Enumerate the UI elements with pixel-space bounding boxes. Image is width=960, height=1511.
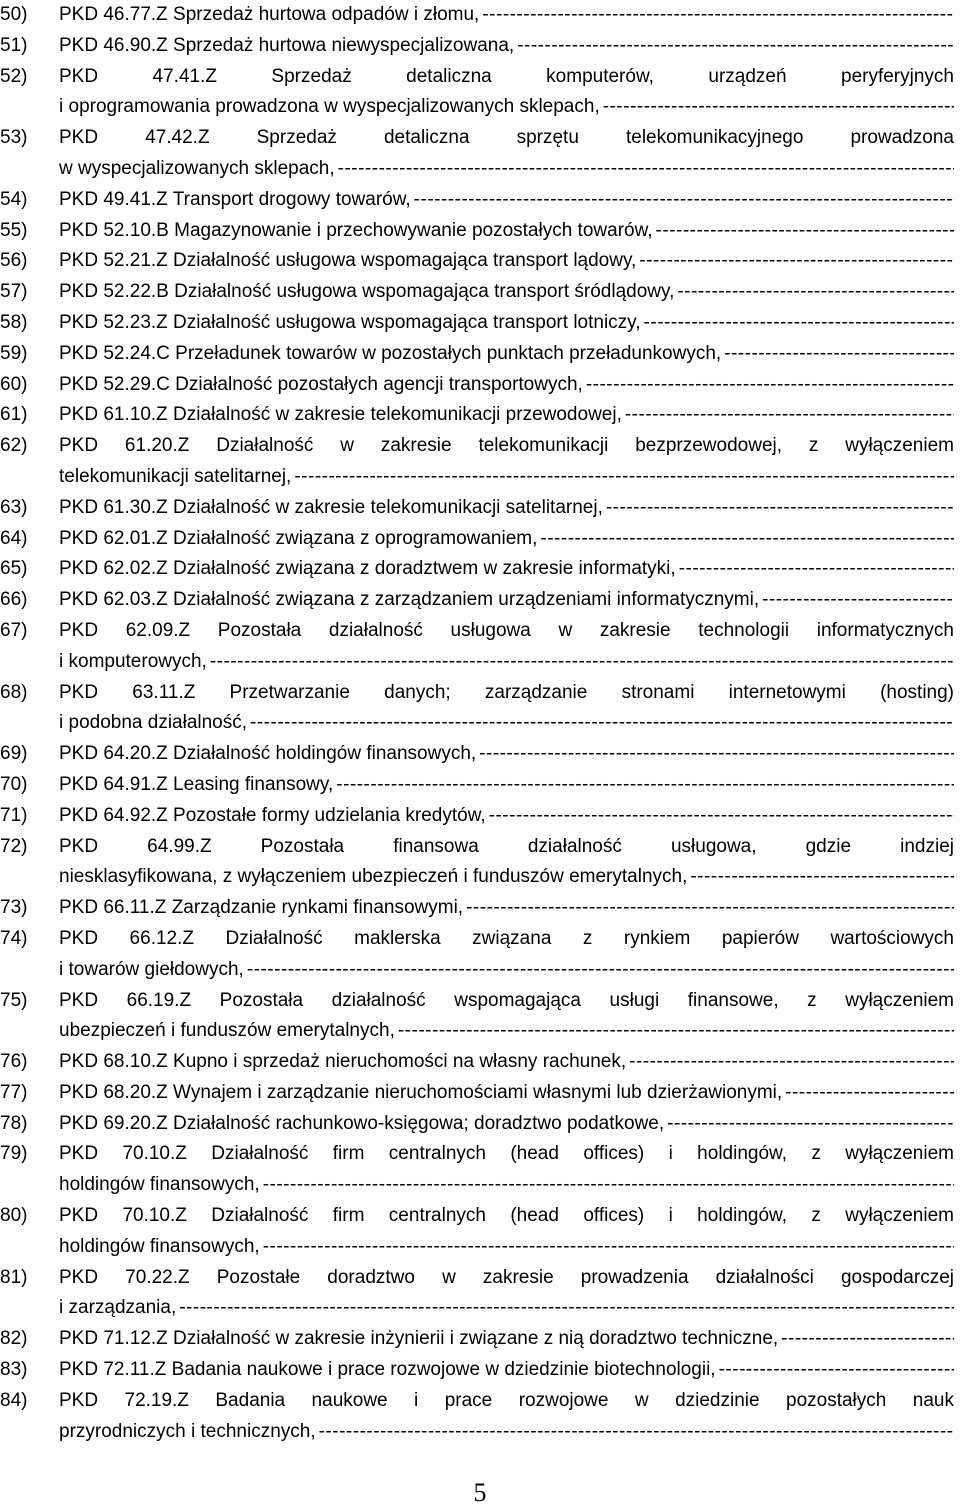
line-text: PKD 61.10.Z Działalność w zakresie telekomunikacji przewodowej, bbox=[59, 404, 622, 426]
line-text: PKD 68.10.Z Kupno i sprzedaż nieruchomości na własny rachunek, bbox=[59, 1051, 627, 1073]
dash-leader bbox=[398, 1016, 954, 1047]
list-item-text bbox=[59, 832, 954, 894]
line-text: PKD 66.11.Z Zarządzanie rynkami finansowymi, bbox=[59, 897, 464, 919]
list-item-text bbox=[59, 524, 954, 555]
dash-leader bbox=[656, 216, 954, 247]
line-text: PKD 52.21.Z Działalność usługowa wspomagająca transport lądowy, bbox=[59, 250, 637, 272]
line-text: PKD 46.90.Z Sprzedaż hurtowa niewyspecjalizowana, bbox=[59, 34, 515, 56]
text-line bbox=[59, 647, 954, 678]
dash-leader bbox=[667, 1109, 954, 1140]
list-item-number: 71) bbox=[0, 804, 28, 826]
dash-leader bbox=[250, 708, 954, 739]
text-line bbox=[59, 216, 954, 247]
dash-leader bbox=[639, 246, 954, 277]
dash-leader bbox=[210, 647, 954, 678]
text-line bbox=[59, 708, 954, 739]
dash-leader bbox=[179, 1293, 954, 1324]
dash-leader bbox=[603, 92, 954, 123]
list-item-number: 75) bbox=[0, 989, 28, 1011]
line-text: PKD 52.22.B Działalność usługowa wspomagająca transport śródlądowy, bbox=[59, 281, 675, 303]
text-line bbox=[59, 554, 954, 585]
dash-leader bbox=[517, 31, 954, 62]
text-line bbox=[59, 1078, 954, 1109]
list-item bbox=[0, 62, 954, 124]
list-item bbox=[0, 370, 954, 401]
text-line bbox=[59, 616, 954, 647]
text-line bbox=[59, 1324, 954, 1355]
dash-leader bbox=[719, 1355, 954, 1386]
list-item-number: 50) bbox=[0, 4, 28, 25]
list-item-number: 56) bbox=[0, 250, 28, 272]
text-line bbox=[59, 739, 954, 770]
text-line bbox=[59, 431, 954, 462]
list-item-text bbox=[59, 431, 954, 493]
dash-leader bbox=[679, 554, 954, 585]
list-item-text bbox=[59, 185, 954, 216]
text-line bbox=[59, 493, 954, 524]
line-text: PKD 46.77.Z Sprzedaż hurtowa odpadów i złomu, bbox=[59, 4, 480, 25]
list-item-text bbox=[59, 1324, 954, 1355]
list-item bbox=[0, 893, 954, 924]
list-item-text bbox=[59, 0, 954, 31]
list-item-text bbox=[59, 678, 954, 740]
list-item-number: 55) bbox=[0, 219, 28, 241]
dash-leader bbox=[482, 0, 954, 31]
list-item bbox=[0, 216, 954, 247]
text-line bbox=[59, 31, 954, 62]
list-item-text bbox=[59, 62, 954, 124]
list-item-text bbox=[59, 1078, 954, 1109]
list-item-number: 78) bbox=[0, 1112, 28, 1134]
list-item-text bbox=[59, 1386, 954, 1448]
list-item-number: 53) bbox=[0, 127, 28, 149]
line-text: i komputerowych, bbox=[59, 650, 207, 672]
line-text: i oprogramowania prowadzona w wyspecjalizowanych sklepach, bbox=[59, 96, 600, 118]
list-item-text bbox=[59, 493, 954, 524]
line-text: PKD 66.12.Z Działalność maklerska związana z rynkiem papierów wartościowych bbox=[59, 927, 954, 949]
dash-leader bbox=[690, 862, 954, 893]
list-item bbox=[0, 246, 954, 277]
line-text: PKD 66.19.Z Pozostała działalność wspomagająca usługi finansowe, z wyłączeniem bbox=[59, 989, 954, 1011]
dash-leader bbox=[540, 524, 954, 555]
list-item bbox=[0, 1386, 954, 1448]
line-text: PKD 63.11.Z Przetwarzanie danych; zarządzanie stronami internetowymi (hosting) bbox=[59, 681, 954, 703]
list-item-number: 83) bbox=[0, 1359, 28, 1381]
text-line bbox=[59, 123, 954, 154]
list-item bbox=[0, 524, 954, 555]
list-item bbox=[0, 185, 954, 216]
line-text: PKD 62.01.Z Działalność związana z oprogramowaniem, bbox=[59, 527, 538, 549]
list-item bbox=[0, 339, 954, 370]
line-text: telekomunikacji satelitarnej, bbox=[59, 465, 292, 487]
text-line bbox=[59, 1139, 954, 1170]
line-text: PKD 52.23.Z Działalność usługowa wspomagająca transport lotniczy, bbox=[59, 311, 641, 333]
line-text: PKD 72.19.Z Badania naukowe i prace rozwojowe w dziedzinie pozostałych nauk bbox=[59, 1389, 954, 1411]
list-item-number: 58) bbox=[0, 311, 28, 333]
line-text: PKD 52.10.B Magazynowanie i przechowywanie pozostałych towarów, bbox=[59, 219, 653, 241]
list-item-number: 69) bbox=[0, 743, 28, 765]
dash-leader bbox=[263, 1232, 954, 1263]
line-text: i zarządzania, bbox=[59, 1297, 177, 1319]
list-item-number: 84) bbox=[0, 1389, 28, 1411]
line-text: PKD 64.92.Z Pozostałe formy udzielania kredytów, bbox=[59, 804, 486, 826]
dash-leader bbox=[625, 400, 954, 431]
list-item-number: 52) bbox=[0, 65, 28, 87]
line-text: PKD 61.30.Z Działalność w zakresie telekomunikacji satelitarnej, bbox=[59, 496, 603, 518]
list-item-number: 59) bbox=[0, 342, 28, 364]
text-line bbox=[59, 924, 954, 955]
list-item-number: 67) bbox=[0, 619, 28, 641]
list-item bbox=[0, 1047, 954, 1078]
list-item-number: 70) bbox=[0, 773, 28, 795]
list-item-number: 79) bbox=[0, 1143, 28, 1165]
text-line bbox=[59, 678, 954, 709]
list-item-number: 80) bbox=[0, 1205, 28, 1227]
list-item-text bbox=[59, 400, 954, 431]
list-item-text bbox=[59, 585, 954, 616]
list-item-number: 62) bbox=[0, 435, 28, 457]
list-item-text bbox=[59, 616, 954, 678]
list-item bbox=[0, 0, 954, 31]
text-line bbox=[59, 1047, 954, 1078]
list-item-text bbox=[59, 1201, 954, 1263]
text-line bbox=[59, 893, 954, 924]
list-item-text bbox=[59, 308, 954, 339]
line-text: PKD 62.03.Z Działalność związana z zarządzaniem urządzeniami informatycznymi, bbox=[59, 589, 760, 611]
text-line bbox=[59, 1293, 954, 1324]
list-item-number: 64) bbox=[0, 527, 28, 549]
text-line bbox=[59, 1109, 954, 1140]
list-item bbox=[0, 616, 954, 678]
text-line bbox=[59, 62, 954, 93]
list-item-text bbox=[59, 123, 954, 185]
list-item-text bbox=[59, 370, 954, 401]
text-line bbox=[59, 154, 954, 185]
list-item bbox=[0, 678, 954, 740]
line-text: PKD 64.91.Z Leasing finansowy, bbox=[59, 773, 334, 795]
dash-leader bbox=[414, 185, 954, 216]
line-text: PKD 70.22.Z Pozostałe doradztwo w zakresie prowadzenia działalności gospodarczej bbox=[59, 1266, 954, 1288]
text-line bbox=[59, 1263, 954, 1294]
list-item-text bbox=[59, 216, 954, 247]
text-line bbox=[59, 308, 954, 339]
list-item-number: 73) bbox=[0, 897, 28, 919]
list-item-number: 72) bbox=[0, 835, 28, 857]
text-line bbox=[59, 862, 954, 893]
text-line bbox=[59, 1417, 954, 1448]
list-item bbox=[0, 277, 954, 308]
line-text: PKD 64.99.Z Pozostała finansowa działalność usługowa, gdzie indziej bbox=[59, 835, 954, 857]
list-item-number: 51) bbox=[0, 34, 28, 56]
list-item-text bbox=[59, 770, 954, 801]
list-item bbox=[0, 123, 954, 185]
list-item bbox=[0, 1355, 954, 1386]
list-item-text bbox=[59, 801, 954, 832]
list-item bbox=[0, 493, 954, 524]
list-item bbox=[0, 1201, 954, 1263]
line-text: w wyspecjalizowanych sklepach, bbox=[59, 157, 335, 179]
list-item-text bbox=[59, 1355, 954, 1386]
text-line bbox=[59, 986, 954, 1017]
list-item-number: 61) bbox=[0, 404, 28, 426]
line-text: i towarów giełdowych, bbox=[59, 958, 244, 980]
dash-leader bbox=[479, 739, 954, 770]
list-item-text bbox=[59, 339, 954, 370]
line-text: PKD 62.02.Z Działalność związana z doradztwem w zakresie informatyki, bbox=[59, 558, 676, 580]
list-item bbox=[0, 1139, 954, 1201]
list-item-number: 77) bbox=[0, 1081, 28, 1103]
text-line bbox=[59, 1386, 954, 1417]
list-item-number: 60) bbox=[0, 373, 28, 395]
line-text: ubezpieczeń i funduszów emerytalnych, bbox=[59, 1020, 395, 1042]
line-text: PKD 64.20.Z Działalność holdingów finansowych, bbox=[59, 743, 477, 765]
dash-leader bbox=[781, 1324, 954, 1355]
list-item-number: 74) bbox=[0, 927, 28, 949]
list-item bbox=[0, 31, 954, 62]
dash-leader bbox=[677, 277, 954, 308]
list-item bbox=[0, 1078, 954, 1109]
text-line bbox=[59, 277, 954, 308]
text-line bbox=[59, 1201, 954, 1232]
list-item bbox=[0, 832, 954, 894]
dash-leader bbox=[724, 339, 954, 370]
list-item-number: 66) bbox=[0, 589, 28, 611]
list-item-text bbox=[59, 1047, 954, 1078]
list-item-text bbox=[59, 277, 954, 308]
dash-leader bbox=[606, 493, 954, 524]
line-text: PKD 61.20.Z Działalność w zakresie telekomunikacji bezprzewodowej, z wyłączeniem bbox=[59, 435, 954, 457]
dash-leader bbox=[336, 770, 954, 801]
text-line bbox=[59, 400, 954, 431]
line-text: niesklasyfikowana, z wyłączeniem ubezpieczeń i funduszów emerytalnych, bbox=[59, 866, 688, 888]
dash-leader bbox=[466, 893, 954, 924]
list-item bbox=[0, 986, 954, 1048]
dash-leader bbox=[489, 801, 954, 832]
dash-leader bbox=[247, 955, 954, 986]
text-line bbox=[59, 801, 954, 832]
list-item-number: 54) bbox=[0, 188, 28, 210]
text-line bbox=[59, 955, 954, 986]
list-item bbox=[0, 1263, 954, 1325]
dash-leader bbox=[338, 154, 954, 185]
text-line bbox=[59, 585, 954, 616]
list-item-number: 81) bbox=[0, 1266, 28, 1288]
page-number: 5 bbox=[473, 1478, 487, 1507]
dash-leader bbox=[586, 370, 954, 401]
text-line bbox=[59, 246, 954, 277]
list-item-text bbox=[59, 893, 954, 924]
dash-leader bbox=[263, 1170, 954, 1201]
list-item bbox=[0, 770, 954, 801]
list-item bbox=[0, 308, 954, 339]
dash-leader bbox=[644, 308, 954, 339]
text-line bbox=[59, 370, 954, 401]
line-text: PKD 62.09.Z Pozostała działalność usługowa w zakresie technologii informatycznych bbox=[59, 619, 954, 641]
line-text: PKD 52.29.C Działalność pozostałych agencji transportowych, bbox=[59, 373, 583, 395]
line-text: PKD 49.41.Z Transport drogowy towarów, bbox=[59, 188, 411, 210]
dash-leader bbox=[762, 585, 954, 616]
line-text: PKD 69.20.Z Działalność rachunkowo-księgowa; doradztwo podatkowe, bbox=[59, 1112, 665, 1134]
list-item-text bbox=[59, 986, 954, 1048]
text-line bbox=[59, 1170, 954, 1201]
text-line bbox=[59, 0, 954, 31]
text-line bbox=[59, 1355, 954, 1386]
dash-leader bbox=[294, 462, 954, 493]
list-item bbox=[0, 1324, 954, 1355]
dash-leader bbox=[319, 1417, 954, 1448]
list-item-number: 68) bbox=[0, 681, 28, 703]
list-item bbox=[0, 924, 954, 986]
line-text: PKD 72.11.Z Badania naukowe i prace rozwojowe w dziedzinie biotechnologii, bbox=[59, 1359, 716, 1381]
list-item bbox=[0, 801, 954, 832]
line-text: PKD 47.42.Z Sprzedaż detaliczna sprzętu telekomunikacyjnego prowadzona bbox=[59, 127, 954, 149]
list-item bbox=[0, 585, 954, 616]
list-item bbox=[0, 739, 954, 770]
list-item-text bbox=[59, 924, 954, 986]
list-item-text bbox=[59, 554, 954, 585]
list-item-text bbox=[59, 1109, 954, 1140]
line-text: i podobna działalność, bbox=[59, 712, 248, 734]
dash-leader bbox=[629, 1047, 954, 1078]
line-text: PKD 71.12.Z Działalność w zakresie inżynierii i związane z nią doradztwo techniczne, bbox=[59, 1328, 779, 1350]
list-item-text bbox=[59, 1263, 954, 1325]
list-item-text bbox=[59, 739, 954, 770]
list-item bbox=[0, 1109, 954, 1140]
text-line bbox=[59, 92, 954, 123]
dash-leader bbox=[785, 1078, 954, 1109]
text-line bbox=[59, 339, 954, 370]
list-item bbox=[0, 400, 954, 431]
line-text: PKD 52.24.C Przeładunek towarów w pozostałych punktach przeładunkowych, bbox=[59, 342, 722, 364]
list-item bbox=[0, 431, 954, 493]
list-item-text bbox=[59, 246, 954, 277]
list-item-number: 76) bbox=[0, 1051, 28, 1073]
text-line bbox=[59, 185, 954, 216]
list-item-text bbox=[59, 31, 954, 62]
list-item-number: 57) bbox=[0, 281, 28, 303]
list-item bbox=[0, 554, 954, 585]
line-text: PKD 68.20.Z Wynajem i zarządzanie nieruchomościami własnymi lub dzierżawionymi, bbox=[59, 1081, 783, 1103]
text-line bbox=[59, 1232, 954, 1263]
text-line bbox=[59, 832, 954, 863]
line-text: PKD 70.10.Z Działalność firm centralnych (head offices) i holdingów, z wyłączeniem bbox=[59, 1205, 954, 1227]
line-text: PKD 47.41.Z Sprzedaż detaliczna komputerów, urządzeń peryferyjnych bbox=[59, 65, 954, 87]
text-line bbox=[59, 1016, 954, 1047]
line-text: przyrodniczych i technicznych, bbox=[59, 1420, 316, 1442]
line-text: PKD 70.10.Z Działalność firm centralnych (head offices) i holdingów, z wyłączeniem bbox=[59, 1143, 954, 1165]
line-text: holdingów finansowych, bbox=[59, 1235, 260, 1257]
text-line bbox=[59, 524, 954, 555]
list-item-number: 82) bbox=[0, 1328, 28, 1350]
list-item-number: 63) bbox=[0, 496, 28, 518]
text-line bbox=[59, 462, 954, 493]
text-line bbox=[59, 770, 954, 801]
list-item-number: 65) bbox=[0, 558, 28, 580]
list-item-text bbox=[59, 1139, 954, 1201]
line-text: holdingów finansowych, bbox=[59, 1174, 260, 1196]
